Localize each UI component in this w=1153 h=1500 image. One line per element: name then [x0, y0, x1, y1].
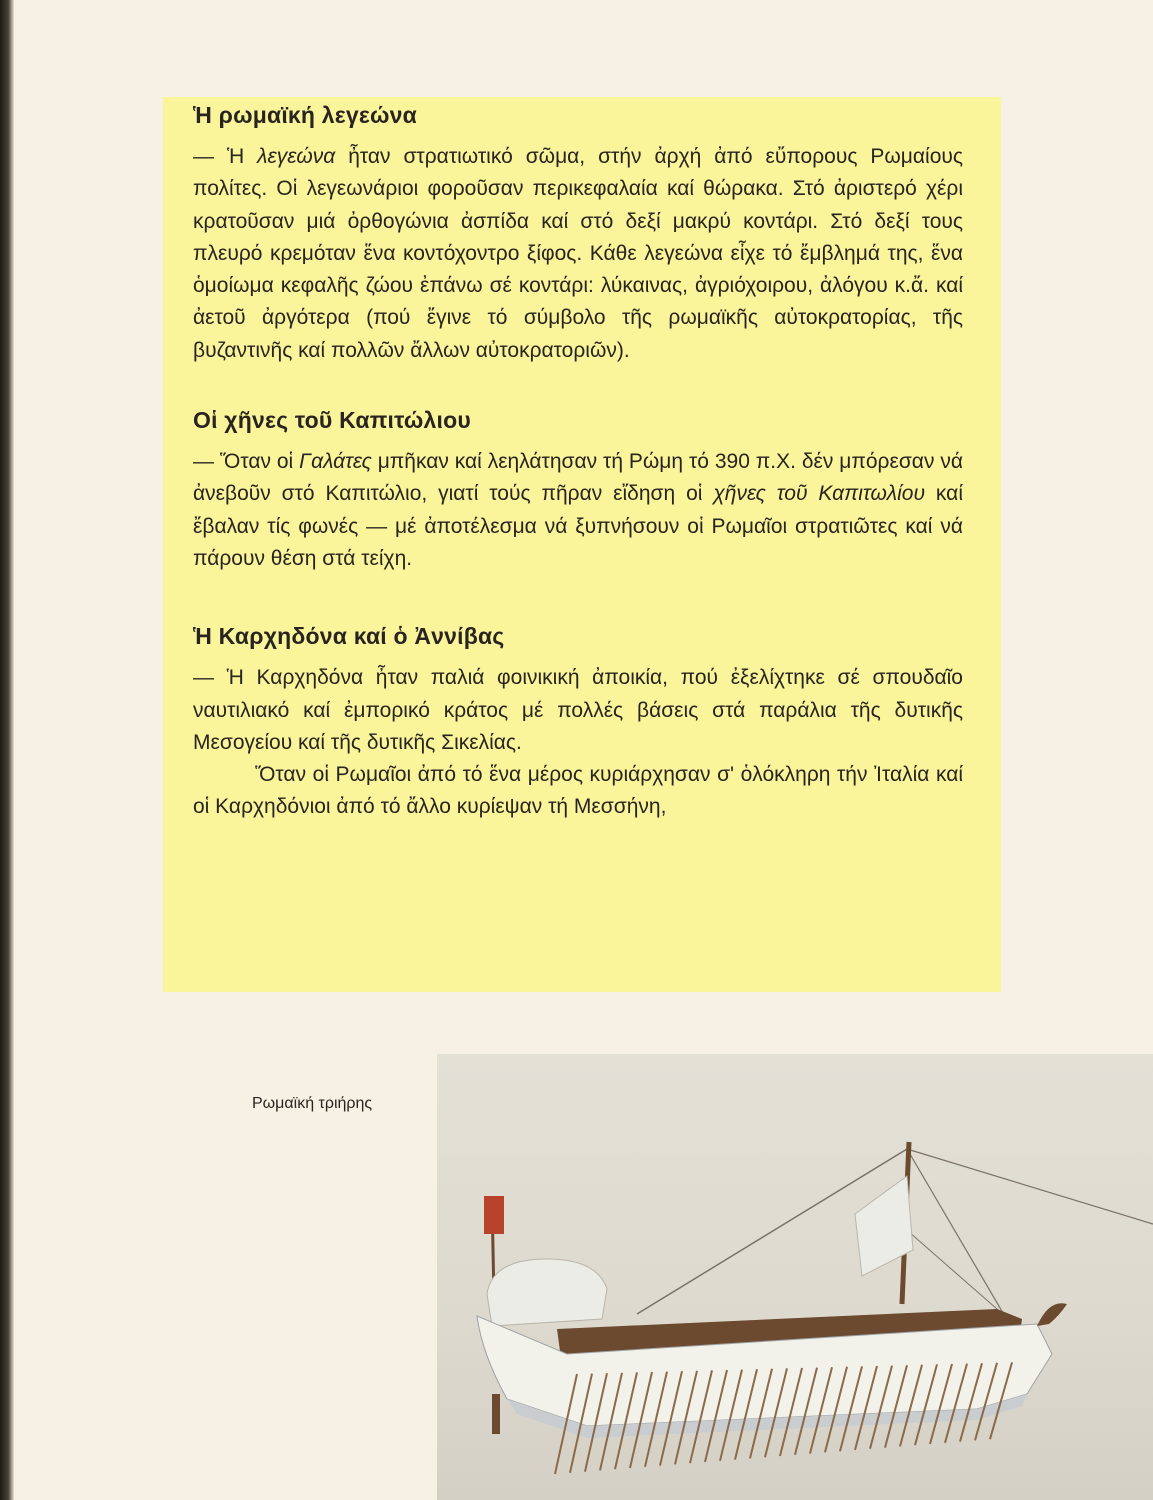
section-legion [193, 102, 963, 367]
section-geese [193, 407, 963, 575]
text-run: — Ἡ Καρχηδόνα ἦταν παλιά φοινικική ἀποικία, πού ἐξελίχτηκε σέ σπουδαῖο ναυτιλιακό καί ἐμπορικό κράτος μέ πολλές βάσεις στά παράλια τῆς δυτικῆς Μεσογείου καί τῆς δυτικῆς Σικελίας. [193, 666, 963, 754]
trireme-photo [437, 1054, 1153, 1500]
italic-term: λεγεώνα [257, 145, 336, 168]
text-run: — Ἡ [193, 145, 258, 168]
italic-term: χῆνες τοῦ Καπιτωλίου [713, 482, 926, 506]
book-binding-edge [0, 0, 14, 1500]
heading-legion: Ἡ ρωμαϊκή λεγεώνα [193, 102, 417, 128]
section-carthage [193, 623, 963, 823]
prow-ornament [1037, 1303, 1067, 1326]
paragraph-carthage-2 [193, 759, 963, 824]
stern-flag [484, 1196, 504, 1234]
italic-term: Γαλάτες [299, 450, 372, 474]
paragraph-carthage-1 [193, 662, 963, 759]
paragraph-geese [193, 446, 963, 575]
text-column [193, 102, 963, 824]
figure-caption: Ρωμαϊκή τριήρης [252, 1095, 373, 1112]
text-run: ἦταν στρατιωτικό σῶμα, στήν ἀρχή ἀπό εὔπορους Ρωμαίους πολίτες. Οἱ λεγεωνάριοι φοροῦσαν περικεφαλαία καί θώρακα. Στό ἀριστερό χέρι κρατοῦσαν μιά ὀρθογώνια ἀσπίδα καί στό δεξί μακρύ κοντάρι. Στό δεξί τους πλευρό κρεμόταν ἕνα κοντόχοντρο ξίφος. Κάθε λεγεώνα εἶχε τό ἔμβλημά της, ἕνα ὁμοίωμα κεφαλῆς ζώου ἐπάνω σέ κοντάρι: λύκαινας, ἀγριόχοιρου, ἀλόγου κ.ἄ. καί ἀετοῦ ἀργότερα (πού ἔγινε τό σύμβολο τῆς ρωμαϊκῆς αὐτοκρατορίας, τῆς βυζαντινῆς καί πολλῶν ἄλλων αὐτοκρατοριῶν). [193, 145, 963, 362]
heading-carthage: Ἡ Καρχηδόνα καί ὁ Ἀννίβας [193, 623, 505, 650]
text-run: μπῆκαν καί λεηλάτησαν τή Ρώμη τό 390 π.Χ. δέν μπόρεσαν νά ἀνεβοῦν στό Καπιτώλιο, γιατί τούς πῆραν εἴδηση οἱ [193, 450, 963, 506]
text-run: Ὅταν οἱ Ρωμαῖοι ἀπό τό ἕνα μέρος κυριάρχησαν σ' ὁλόκληρη τήν Ἰταλία καί οἱ Καρχηδόνιοι ἀπό τό ἄλλο κυρίεψαν τή Μεσσήνη, [193, 763, 963, 819]
trireme-illustration [437, 1054, 1153, 1500]
heading-geese: Οἱ χῆνες τοῦ Καπιτώλιου [193, 407, 471, 434]
deckhouse-canopy [487, 1259, 607, 1326]
paragraph-legion [193, 141, 963, 367]
display-stand [492, 1394, 500, 1434]
text-run: — Ὅταν οἱ [193, 450, 300, 474]
text-run: καί ἔβαλαν τίς φωνές — μέ ἀποτέλεσμα νά ξυπνήσουν οἱ Ρωμαῖοι στρατιῶτες καί νά πάρουν θέση στά τείχη. [193, 482, 963, 570]
